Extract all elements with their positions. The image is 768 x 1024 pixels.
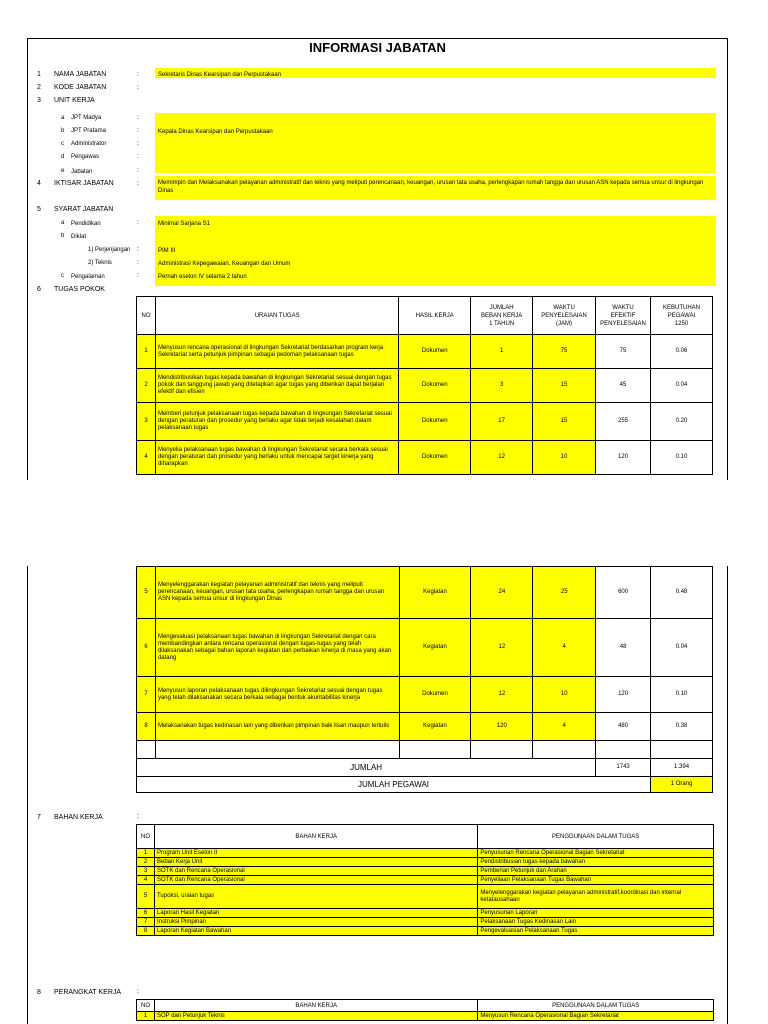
row-bahan: Laporan Kegiatan Bawahan xyxy=(154,927,477,936)
syarat-label-perjenjangan: 1) Perjenjangan xyxy=(88,247,131,253)
row-bahan: Laporan Hasil Kegiatan xyxy=(154,909,477,918)
row-beban: 3 xyxy=(471,369,533,403)
field-no-1: 1 xyxy=(37,71,41,78)
field-no-3: 3 xyxy=(37,97,41,104)
page1-top-border xyxy=(27,38,728,39)
row-uraian: Mengevaluasi pelaksanaan tugas bawahan di lingkungan Sekretariat dengan cara membandingkan antara rencana operasional dengan tugas-tugas yang telah dilaksanakan sebagai bahan laporan kegiatan dan perbaikan kinerja di masa yang akan datang xyxy=(155,619,399,677)
field-label-syarat: SYARAT JABATAN xyxy=(54,206,114,213)
syarat-no-a: a xyxy=(61,220,65,226)
table-row xyxy=(137,867,714,876)
field-label-perangkat-kerja: PERANGKAT KERJA xyxy=(54,989,122,996)
row-no: 7 xyxy=(137,918,155,927)
row-penggunaan: Pendistribusian tugas kepada bawahan xyxy=(478,858,714,867)
page2-right-border xyxy=(727,566,728,1024)
syarat-label-diklat: Diklat xyxy=(71,234,87,240)
row-beban: 17 xyxy=(471,403,533,441)
row-hasil: Kegiatan xyxy=(399,567,471,619)
row-uraian: Memberi petunjuk pelaksanaan tugas kepada bawahan di lingkungan Sekretariat sesuai dengan peraturan dan prosedur yang berlaku agar tidak terjadi kesalahan dalam pelaksanaan tugas xyxy=(155,403,398,441)
row-efektif: 120 xyxy=(596,441,651,475)
row-bahan: Instruksi Pimpinan xyxy=(154,918,477,927)
row-waktu: 4 xyxy=(533,713,596,741)
row-kebutuhan: 0.48 xyxy=(651,567,713,619)
row-kebutuhan: 0.04 xyxy=(651,369,713,403)
row-no: 6 xyxy=(137,619,156,677)
syarat-value-pendidikan: Minimal Sarjana S1 xyxy=(158,221,211,227)
row-penggunaan: Pengevaluasian Pelaksanaan Tugas xyxy=(478,927,714,936)
colon: : xyxy=(137,153,139,160)
table-row xyxy=(137,567,713,619)
field-label-nama-jabatan: NAMA JABATAN xyxy=(54,71,107,78)
colon: : xyxy=(137,988,139,995)
row-penggunaan: Penyusunan Laporan xyxy=(478,909,714,918)
unit-item-no-e: e xyxy=(61,168,65,174)
row-penggunaan: Penyeliaan Pelaksanaan Tugas Bawahan xyxy=(478,876,714,885)
field-value-nama-jabatan: Sekretaris Dinas Kearsipan dan Perpustakaan xyxy=(158,72,282,78)
row-kebutuhan: 0.04 xyxy=(651,619,713,677)
colon: : xyxy=(137,219,139,226)
row-beban: 12 xyxy=(471,441,533,475)
jumlah-label: JUMLAH xyxy=(137,759,596,777)
table-row xyxy=(137,858,714,867)
row-bahan: SOP dan Petunjuk Teknis xyxy=(154,1012,477,1021)
page1-left-border xyxy=(27,38,28,480)
row-no: 3 xyxy=(137,403,156,441)
page2-left-border xyxy=(27,566,28,1024)
row-efektif: 120 xyxy=(596,677,651,713)
row-hasil: Dokumen xyxy=(399,677,471,713)
syarat-value-teknis: Administrasi Kepegawaian, Keuangan dan Umum xyxy=(158,261,291,267)
row-efektif: 45 xyxy=(596,369,651,403)
row-waktu: 10 xyxy=(533,441,596,475)
col-header-uraian: URAIAN TUGAS xyxy=(155,297,398,335)
colon: : xyxy=(137,114,139,121)
row-waktu: 15 xyxy=(533,369,596,403)
row-kebutuhan: 0.20 xyxy=(651,403,713,441)
row-efektif: 48 xyxy=(596,619,651,677)
syarat-value-perjenjangan: PIM III xyxy=(158,248,176,254)
row-hasil: Dokumen xyxy=(399,403,471,441)
row-waktu: 15 xyxy=(533,403,596,441)
col-header-efektif: WAKTU EFEKTIF PENYELESAIAN xyxy=(596,297,651,335)
row-beban: 24 xyxy=(471,567,533,619)
field-label-kode-jabatan: KODE JABATAN xyxy=(54,84,107,91)
row-penggunaan: Pemberian Petunjuk dan Arahan xyxy=(478,867,714,876)
unit-item-label-jabatan: Jabatan xyxy=(71,169,93,175)
row-uraian: Menyelenggarakan kegiatan pelayanan administratif dan teknis yang meliputi perencanaan, keuangan, urusan tata usaha, perlengkapan rumah tangga dan urusan ASN kepada semua unsur di lingkungan Dinas xyxy=(155,567,399,619)
row-kebutuhan: 0.10 xyxy=(651,677,713,713)
colon: : xyxy=(137,84,139,91)
row-uraian: Menyusun laporan pelaksanaan tugas dilingkungan Sekretariat sesuai dengan tugas yang telah dilaksanakan secara berkala sebagai bentuk akuntabilitas kinerja xyxy=(155,677,399,713)
field-no-7: 7 xyxy=(37,814,41,821)
row-efektif: 255 xyxy=(596,403,651,441)
row-efektif: 600 xyxy=(596,567,651,619)
row-waktu: 10 xyxy=(533,677,596,713)
bahan-header-bahan: BAHAN KERJA xyxy=(154,825,477,849)
field-value-iktisar: Memimpin dan Melaksanakan pelayanan administratif dan teknis yang meliputi perencanaan, keuangan, urusan tata usaha, perlengkapan rumah tangga dan urusan ASN kepada semua unsur di lingkungan Dinas xyxy=(158,180,704,194)
row-hasil: Kegiatan xyxy=(399,619,471,677)
row-hasil: Dokumen xyxy=(399,441,471,475)
field-label-unit-kerja: UNIT KERJA xyxy=(54,97,95,104)
table-row-empty xyxy=(137,741,713,759)
table-row xyxy=(137,677,713,713)
perangkat-kerja-table xyxy=(136,999,714,1021)
field-no-2: 2 xyxy=(37,84,41,91)
bahan-header-penggunaan: PENGGUNAAN DALAM TUGAS xyxy=(478,825,714,849)
row-bahan: Tupoksi, uraian tugas xyxy=(154,885,477,909)
colon: : xyxy=(137,71,139,78)
table-row xyxy=(137,403,713,441)
row-efektif: 480 xyxy=(596,713,651,741)
row-bahan: Beban Kerja Unit xyxy=(154,858,477,867)
row-no: 1 xyxy=(137,849,155,858)
colon: : xyxy=(137,259,139,266)
syarat-label-pengalaman: Pengalaman xyxy=(71,274,105,280)
table-row xyxy=(137,441,713,475)
unit-kerja-value-bg xyxy=(155,113,716,173)
table-row xyxy=(137,619,713,677)
row-no: 1 xyxy=(137,1012,155,1021)
syarat-label-pendidikan: Pendidikan xyxy=(71,221,101,227)
col-header-kebutuhan: KEBUTUHAN PEGAWAI 1250 xyxy=(651,297,713,335)
row-no: 2 xyxy=(137,858,155,867)
row-no: 4 xyxy=(137,441,156,475)
table-row xyxy=(137,927,714,936)
unit-item-no-a: a xyxy=(61,115,65,121)
colon: : xyxy=(137,180,139,187)
field-no-4: 4 xyxy=(37,180,41,187)
row-beban: 120 xyxy=(471,713,533,741)
row-penggunaan: Menyelenggarakan kegiatan pelayanan administratif,koordinasi dan internal ketatausahaan xyxy=(478,885,714,909)
tugas-table-page1 xyxy=(136,296,713,475)
table-row xyxy=(137,1012,714,1021)
field-label-iktisar: IKTISAR JABATAN xyxy=(54,180,114,187)
row-kebutuhan: 0.38 xyxy=(651,713,713,741)
syarat-no-b: b xyxy=(61,233,65,239)
jumlah-efektif: 1743 xyxy=(596,759,651,777)
col-header-beban: JUMLAH BEBAN KERJA 1 TAHUN xyxy=(471,297,533,335)
row-kebutuhan: 0.10 xyxy=(651,441,713,475)
row-uraian: Melaksanakan tugas kedinasan lain yang diberikan pimpinan baik lisan maupun tertulis xyxy=(155,713,399,741)
syarat-label-teknis: 2) Teknis xyxy=(88,260,112,266)
row-no: 8 xyxy=(137,713,156,741)
unit-item-no-d: d xyxy=(61,154,65,160)
unit-item-label-jpt-madya: JPT Madya xyxy=(71,115,102,121)
row-no: 6 xyxy=(137,909,155,918)
row-no: 2 xyxy=(137,369,156,403)
page-title: INFORMASI JABATAN xyxy=(309,40,446,55)
row-no: 1 xyxy=(137,335,156,369)
jumlah-row xyxy=(137,759,713,777)
row-bahan: Program Unit Eselon II xyxy=(154,849,477,858)
table-row xyxy=(137,918,714,927)
bahan-kerja-table xyxy=(136,824,714,936)
unit-item-label-administrator: Administrator xyxy=(71,141,107,147)
unit-item-no-c: c xyxy=(61,141,64,147)
row-efektif: 75 xyxy=(596,335,651,369)
row-waktu: 75 xyxy=(533,335,596,369)
row-hasil: Dokumen xyxy=(399,369,471,403)
row-bahan: SOTK dan Rencana Operasional xyxy=(154,867,477,876)
row-no: 8 xyxy=(137,927,155,936)
table-row xyxy=(137,909,714,918)
perangkat-header-penggunaan: PENGGUNAAN DALAM TUGAS xyxy=(478,1000,714,1012)
row-uraian: Mendistribusikan tugas kepada bawahan di lingkungan Sekretariat sesuai dengan tugas pokok dan tanggung jawab yang ditetapkan agar tugas yang diberikan dapat berjalan efektif dan efisien xyxy=(155,369,398,403)
unit-item-value-jpt-pratama: Kepala Dinas Kearsipan dan Perpustakaan xyxy=(158,129,273,135)
jumlah-kebutuhan: 1.394 xyxy=(651,759,713,777)
colon: : xyxy=(137,127,139,134)
row-waktu: 25 xyxy=(533,567,596,619)
row-no: 5 xyxy=(137,567,156,619)
unit-item-label-pengawas: Pengawas xyxy=(71,154,100,160)
row-no: 4 xyxy=(137,876,155,885)
row-no: 5 xyxy=(137,885,155,909)
field-no-8: 8 xyxy=(37,989,41,996)
page1-right-border xyxy=(727,38,728,480)
row-penggunaan: Menyusun Rencana Operasional Bagian Sekretariat xyxy=(478,1012,714,1021)
row-beban: 12 xyxy=(471,677,533,713)
table-row xyxy=(137,369,713,403)
row-no: 3 xyxy=(137,867,155,876)
table-row xyxy=(137,335,713,369)
row-uraian: Menyusun rencana operasional di lingkungan Sekretariat berdasarkan program kerja Sekretariat serta petunjuk pimpinan sebagai pedoman pelaksanaan tugas xyxy=(155,335,398,369)
col-header-waktu: WAKTU PENYELESAIAN (JAM) xyxy=(533,297,596,335)
unit-item-label-jpt-pratama: JPT Pratama xyxy=(71,128,106,134)
row-hasil: Dokumen xyxy=(399,335,471,369)
row-beban: 1 xyxy=(471,335,533,369)
row-hasil: Kegiatan xyxy=(399,713,471,741)
row-no: 7 xyxy=(137,677,156,713)
syarat-value-pengalaman: Pernah eselon IV selama 2 tahun xyxy=(158,274,247,280)
row-waktu: 4 xyxy=(533,619,596,677)
field-label-tugas-pokok: TUGAS POKOK xyxy=(54,286,105,293)
syarat-no-c: c xyxy=(61,273,64,279)
col-header-hasil: HASIL KERJA xyxy=(399,297,471,335)
field-no-6: 6 xyxy=(37,286,41,293)
row-bahan: SOTK dan Rencana Operasional xyxy=(154,876,477,885)
row-beban: 12 xyxy=(471,619,533,677)
jumlah-pegawai-value: 1 Orang xyxy=(651,777,713,793)
row-penggunaan: Pelaksanaan Tugas Kedinasan Lain xyxy=(478,918,714,927)
colon: : xyxy=(137,246,139,253)
field-label-bahan-kerja: BAHAN KERJA xyxy=(54,814,103,821)
jumlah-pegawai-row xyxy=(137,777,713,793)
colon: : xyxy=(137,272,139,279)
tugas-table-page2 xyxy=(136,566,713,793)
colon: : xyxy=(137,140,139,147)
row-uraian: Menyelia pelaksanaan tugas bawahan di lingkungan Sekretariat secara berkala sesuai dengan peraturan dan prosedur yang berlaku untuk mencapai target kinerja yang diharapkan xyxy=(155,441,398,475)
table-row xyxy=(137,713,713,741)
table-row xyxy=(137,876,714,885)
bahan-header-no: NO xyxy=(137,825,155,849)
table-row xyxy=(137,885,714,909)
perangkat-header-bahan: BAHAN KERJA xyxy=(154,1000,477,1012)
row-kebutuhan: 0.06 xyxy=(651,335,713,369)
colon: : xyxy=(137,813,139,820)
unit-item-no-b: b xyxy=(61,128,65,134)
field-no-5: 5 xyxy=(37,206,41,213)
table-row xyxy=(137,849,714,858)
jumlah-pegawai-label: JUMLAH PEGAWAI xyxy=(137,777,651,793)
col-header-no: NO xyxy=(137,297,156,335)
row-penggunaan: Penyusunan Rencana Operasional Bagian Sekretariat xyxy=(478,849,714,858)
colon: : xyxy=(137,167,139,174)
perangkat-header-no: NO xyxy=(137,1000,155,1012)
